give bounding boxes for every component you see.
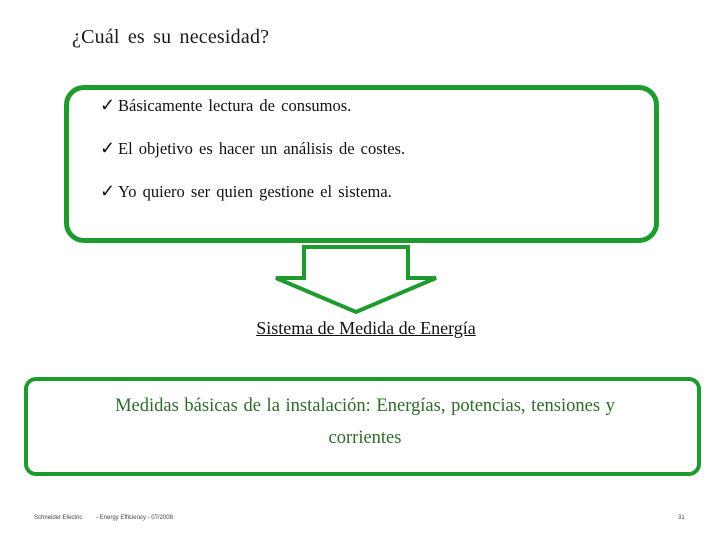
- system-subtitle: Sistema de Medida de Energía: [256, 318, 476, 338]
- page-number: 31: [678, 515, 685, 521]
- checkmark-icon: ✓: [100, 95, 116, 115]
- need-text: Básicamente lectura de consumos.: [118, 96, 352, 115]
- footer-company: Schneider Electric: [34, 515, 83, 521]
- footer-info: - Energy Efficiency - 07/2008: [96, 515, 173, 521]
- need-text: Yo quiero ser quien gestione el sistema.: [118, 182, 392, 201]
- result-text: Medidas básicas de la instalación: Energías, potencias, tensiones y corrientes: [115, 396, 615, 448]
- slide-title: ¿Cuál es su necesidad?: [72, 26, 270, 48]
- checkmark-icon: ✓: [100, 181, 116, 201]
- need-text: El objetivo es hacer un análisis de costes.: [118, 139, 406, 158]
- checkmark-icon: ✓: [100, 138, 116, 158]
